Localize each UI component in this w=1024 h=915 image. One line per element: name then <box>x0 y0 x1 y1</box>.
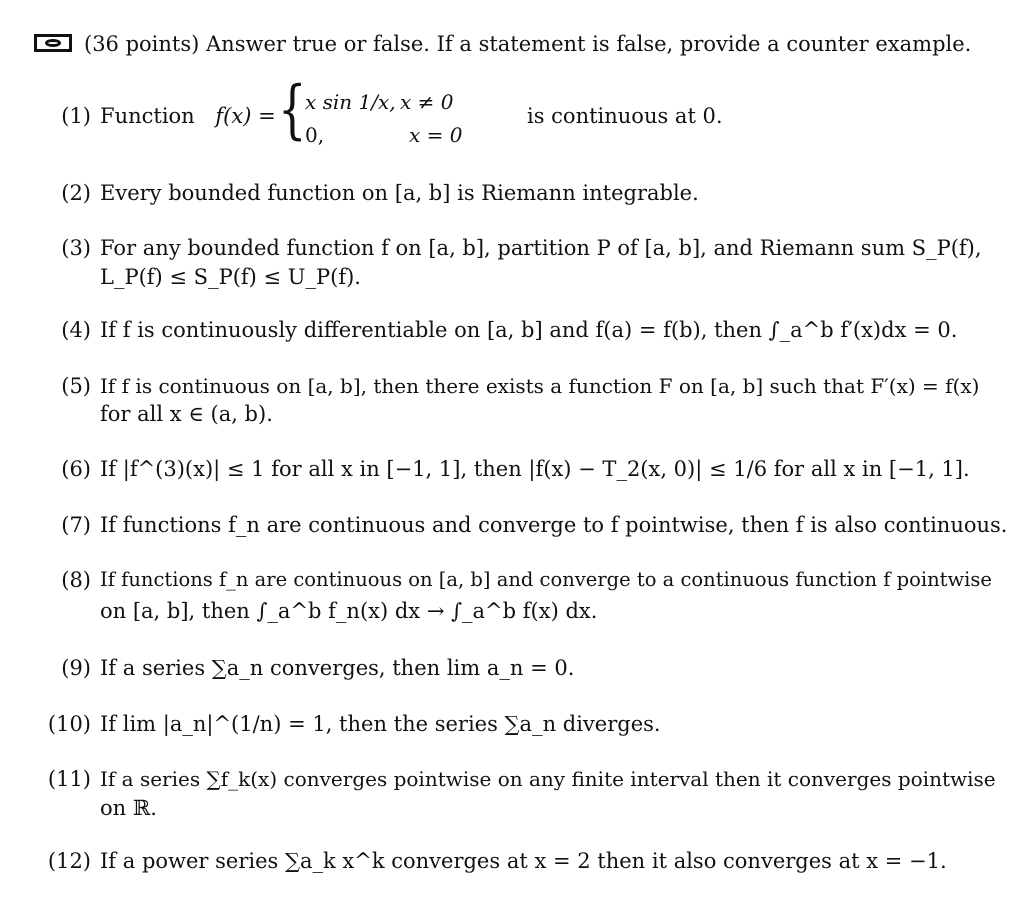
q1-number: (1) <box>61 104 91 128</box>
q1-case1-cond: x ≠ 0 <box>400 90 454 114</box>
q4-text: If f is continuously differentiable on [a, b] and f(a) = f(b), then ∫_a^b f′(x)dx = 0. <box>100 318 958 342</box>
q8-number: (8) <box>61 568 91 592</box>
q1-lead-text: Function <box>100 104 195 128</box>
q12-text: If a power series ∑a_k x^k converges at x = 2 then it also converges at x = −1. <box>100 849 947 873</box>
q2-number: (2) <box>61 181 91 205</box>
q4-number: (4) <box>61 318 91 342</box>
q1-fx: f(x) = <box>215 104 276 128</box>
q9-number: (9) <box>61 656 91 680</box>
q1-case2-expr: 0, <box>305 123 325 147</box>
q1-lead <box>100 104 276 129</box>
q3-line2: L_P(f) ≤ S_P(f) ≤ U_P(f). <box>100 265 361 289</box>
q10-number: (10) <box>47 712 91 736</box>
q5-line1: If f is continuous on [a, b], then there exists a function F on [a, b] such that F′(x) = f(x) <box>100 374 980 398</box>
q1-case2-cond: x = 0 <box>409 123 463 147</box>
q11-line1: If a series ∑f_k(x) converges pointwise on any finite interval then it converges pointwise <box>100 767 996 791</box>
q6-number: (6) <box>61 457 91 481</box>
q5-line2: for all x ∈ (a, b). <box>100 402 273 426</box>
q1-brace-icon: { <box>278 73 307 147</box>
q8-line1: If functions f_n are continuous on [a, b] and converge to a continuous function f pointwise <box>100 568 992 591</box>
q12-number: (12) <box>47 849 91 873</box>
q1-case1-expr: x sin 1/x, <box>305 90 396 114</box>
q10-text: If lim |a_n|^(1/n) = 1, then the series ∑a_n diverges. <box>100 712 661 736</box>
problem-badge-icon <box>34 34 72 52</box>
q11-number: (11) <box>47 767 91 791</box>
q1-tail: is continuous at 0. <box>527 104 723 128</box>
q3-number: (3) <box>61 236 91 260</box>
q8-line2: on [a, b], then ∫_a^b f_n(x) dx → ∫_a^b f(x) dx. <box>100 599 598 623</box>
q11-line2: on ℝ. <box>100 796 157 820</box>
q2-text: Every bounded function on [a, b] is Riemann integrable. <box>100 181 699 205</box>
q9-text: If a series ∑a_n converges, then lim a_n = 0. <box>100 656 575 680</box>
q5-number: (5) <box>61 374 91 398</box>
q7-number: (7) <box>61 513 91 537</box>
header-line <box>84 32 971 57</box>
instruction-text: Answer true or false. If a statement is false, provide a counter example. <box>206 32 972 56</box>
q6-text: If |f^(3)(x)| ≤ 1 for all x in [−1, 1], then |f(x) − T_2(x, 0)| ≤ 1/6 for all x in [−1, 1]. <box>100 457 970 481</box>
points-label: (36 points) <box>84 32 200 56</box>
q3-line1: For any bounded function f on [a, b], partition P of [a, b], and Riemann sum S_P(f), <box>100 236 982 260</box>
q7-text: If functions f_n are continuous and converge to f pointwise, then f is also continuous. <box>100 513 1008 537</box>
